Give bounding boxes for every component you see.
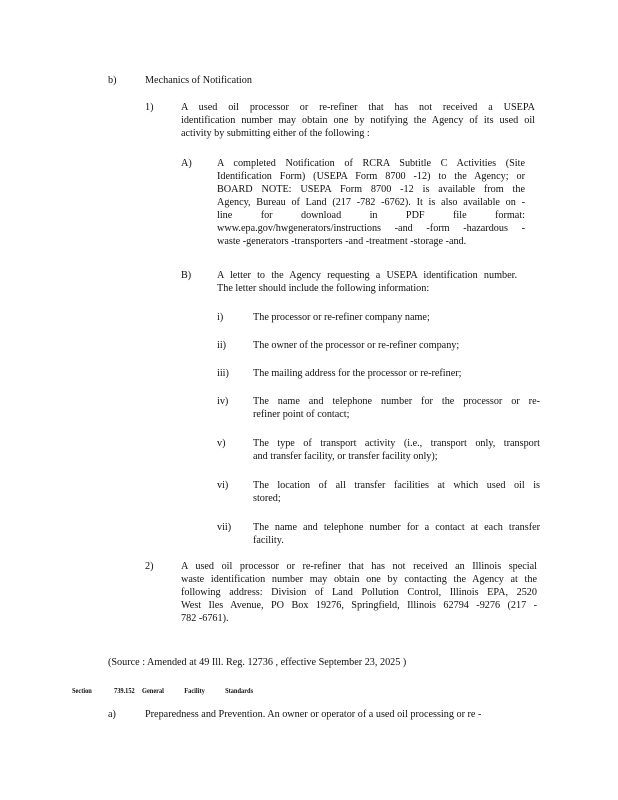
- subsection-a-label: a): [108, 709, 116, 720]
- text-line: 782 -6761).: [181, 613, 229, 624]
- text-line: www.epa.gov/hwgenerators/instructions -and -form -hazardous -: [217, 223, 525, 234]
- source-note: (Source : Amended at 49 Ill. Reg. 12736 , effective September 23, 2025 ): [108, 657, 407, 668]
- item-2-text: [181, 560, 537, 625]
- text-line: The letter should include the following information:: [217, 283, 430, 294]
- subsection-b-label: b): [108, 75, 117, 86]
- text-line: The owner of the processor or re-refiner company;: [253, 340, 460, 351]
- sub-item-label: vi): [217, 480, 229, 491]
- text-line: A completed Notification of RCRA Subtitle C Activities (Site: [217, 158, 525, 169]
- sub-item-text: [253, 311, 540, 324]
- text-line: The name and telephone number for the processor or re-: [253, 396, 540, 407]
- section-label: Section: [72, 686, 92, 695]
- text-line: facility.: [253, 535, 284, 546]
- text-line: A used oil processor or re-refiner that has not received a USEPA: [181, 102, 535, 113]
- text-line: Agency, Bureau of Land (217 -782 -6762). It is also available on -: [217, 197, 525, 208]
- text-line: The type of transport activity (i.e., transport only, transport: [253, 438, 540, 449]
- sub-item-text: [253, 395, 540, 421]
- subsection-b-title: Mechanics of Notification: [145, 75, 252, 86]
- text-line: Identification Form) (USEPA Form 8700 -12) to the Agency; or: [217, 171, 525, 182]
- item-b-text: [217, 269, 517, 295]
- text-line: West Iles Avenue, PO Box 19276, Springfield, Illinois 62794 -9276 (217 -: [181, 600, 537, 611]
- sub-item-text: [253, 367, 540, 380]
- text-line: identification number may obtain one by notifying the Agency of its used oil: [181, 115, 535, 126]
- item-1-label: 1): [145, 102, 154, 113]
- sub-item-text: [253, 479, 540, 505]
- sub-item-label: v): [217, 438, 226, 449]
- text-line: refiner point of contact;: [253, 409, 350, 420]
- text-line: waste -generators -transporters -and -treatment -storage -and.: [217, 236, 467, 247]
- section-title: General Facility Standards: [142, 686, 254, 695]
- text-line: waste identification number may obtain one by contacting the Agency at the: [181, 574, 537, 585]
- text-line: The name and telephone number for a contact at each transfer: [253, 522, 540, 533]
- text-line: following address: Division of Land Pollution Control, Illinois EPA, 2520: [181, 587, 537, 598]
- sub-item-label: iii): [217, 368, 229, 379]
- sub-item-text: [253, 339, 540, 352]
- text-line: The location of all transfer facilities at which used oil is: [253, 480, 540, 491]
- item-2-label: 2): [145, 561, 154, 572]
- text-line: line for download in PDF file format:: [217, 210, 525, 221]
- sub-item-label: vii): [217, 522, 232, 533]
- sub-item-text: [253, 521, 540, 547]
- subsection-a-text: Preparedness and Prevention. An owner or operator of a used oil processing or re -: [145, 709, 482, 720]
- text-line: A letter to the Agency requesting a USEPA identification number.: [217, 270, 517, 281]
- sub-item-label: i): [217, 312, 224, 323]
- item-b-label: B): [181, 270, 192, 281]
- item-a-text: [217, 157, 525, 248]
- sub-item-text: [253, 437, 540, 463]
- item-a-label: A): [181, 158, 192, 169]
- text-line: and transfer facility, or transfer facility only);: [253, 451, 438, 462]
- text-line: The processor or re-refiner company name;: [253, 312, 430, 323]
- text-line: activity by submitting either of the following :: [181, 128, 370, 139]
- section-number: 739.152: [114, 686, 135, 695]
- item-1-text: [181, 101, 535, 140]
- text-line: A used oil processor or re-refiner that has not received an Illinois special: [181, 561, 537, 572]
- text-line: BOARD NOTE: USEPA Form 8700 -12 is available from the: [217, 184, 525, 195]
- text-line: The mailing address for the processor or re-refiner;: [253, 368, 462, 379]
- text-line: stored;: [253, 493, 281, 504]
- sub-item-label: ii): [217, 340, 227, 351]
- sub-item-label: iv): [217, 396, 229, 407]
